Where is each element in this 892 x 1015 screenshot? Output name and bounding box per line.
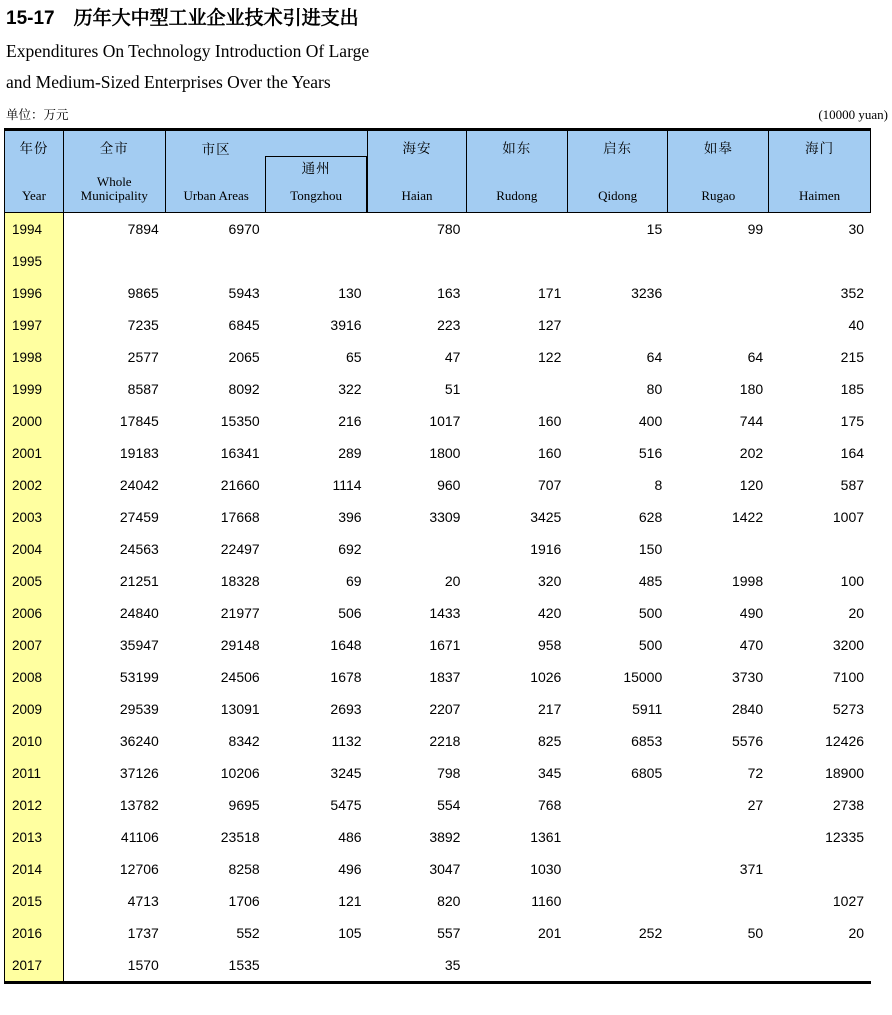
data-cell: 105 <box>338 925 362 941</box>
data-cell: 127 <box>538 317 562 333</box>
data-cell: 35947 <box>119 637 159 653</box>
data-cell: 171 <box>538 285 562 301</box>
data-cell: 29148 <box>220 637 260 653</box>
data-cell: 53199 <box>119 669 159 685</box>
data-cell <box>669 821 770 853</box>
data-cell: 3730 <box>731 669 764 685</box>
data-cell: 10206 <box>220 765 260 781</box>
data-cell: 485 <box>638 573 663 589</box>
year-cell: 2011 <box>5 757 64 789</box>
data-cell: 396 <box>338 509 362 525</box>
data-cell <box>568 853 669 885</box>
data-cell <box>669 245 770 277</box>
data-cell: 51 <box>444 381 461 397</box>
data-cell: 13091 <box>220 701 260 717</box>
column-header-year <box>5 131 64 212</box>
data-cell: 371 <box>739 861 764 877</box>
data-cell: 490 <box>739 605 764 621</box>
data-cell: 820 <box>437 893 461 909</box>
data-cell <box>166 245 267 277</box>
table-row <box>5 405 871 437</box>
year-cell: 2014 <box>5 853 64 885</box>
data-cell: 496 <box>338 861 362 877</box>
data-cell <box>669 533 770 565</box>
data-cell: 15350 <box>220 413 260 429</box>
year-cell: 1999 <box>5 373 64 405</box>
data-cell: 5475 <box>330 797 362 813</box>
data-cell: 2207 <box>429 701 461 717</box>
data-cell: 707 <box>538 477 562 493</box>
table-row <box>5 949 871 981</box>
column-header-rudong <box>467 131 568 212</box>
data-cell: 557 <box>437 925 461 941</box>
data-cell: 20 <box>848 605 865 621</box>
column-header-haian-en: Haian <box>401 188 433 203</box>
data-cell: 160 <box>538 413 562 429</box>
table-row <box>5 565 871 597</box>
data-cell: 24506 <box>220 669 260 685</box>
data-cell: 27459 <box>119 509 159 525</box>
data-cell: 223 <box>437 317 461 333</box>
data-cell <box>267 245 369 277</box>
data-cell: 1030 <box>530 861 562 877</box>
year-cell: 2001 <box>5 437 64 469</box>
data-cell: 692 <box>338 541 362 557</box>
data-cell: 41106 <box>120 829 159 845</box>
table-row <box>5 725 871 757</box>
data-cell: 5911 <box>632 701 663 717</box>
year-cell: 2013 <box>5 821 64 853</box>
data-cell: 163 <box>437 285 461 301</box>
data-cell: 420 <box>538 605 562 621</box>
year-cell: 2017 <box>5 949 64 981</box>
year-cell: 2009 <box>5 693 64 725</box>
data-cell: 768 <box>538 797 562 813</box>
data-cell: 1027 <box>832 893 865 909</box>
data-cell: 5943 <box>228 285 260 301</box>
year-cell: 1995 <box>5 245 64 277</box>
data-cell: 3309 <box>429 509 461 525</box>
data-cell: 21660 <box>220 477 260 493</box>
data-cell: 24042 <box>119 477 159 493</box>
page-title-english-line1: Expenditures On Technology Introduction Of Large <box>6 41 370 61</box>
data-cell: 500 <box>638 637 663 653</box>
table-row <box>5 373 871 405</box>
data-cell: 6970 <box>228 221 260 237</box>
data-cell: 2218 <box>429 733 461 749</box>
data-cell: 18328 <box>220 573 260 589</box>
data-cell: 100 <box>840 573 865 589</box>
data-cell: 1132 <box>331 733 362 749</box>
table-row <box>5 533 871 565</box>
table-row <box>5 789 871 821</box>
data-cell: 3892 <box>429 829 461 845</box>
table-row <box>5 277 871 309</box>
data-cell: 554 <box>437 797 461 813</box>
data-cell: 4713 <box>127 893 159 909</box>
data-cell: 216 <box>338 413 362 429</box>
data-cell: 1671 <box>429 637 461 653</box>
data-cell: 1706 <box>228 893 260 909</box>
table-row <box>5 341 871 373</box>
yearbook-page <box>4 8 888 984</box>
data-cell <box>568 821 669 853</box>
data-cell: 64 <box>646 349 663 365</box>
table-row <box>5 469 871 501</box>
data-cell <box>568 885 669 917</box>
data-cell: 352 <box>840 285 865 301</box>
data-cell: 960 <box>437 477 461 493</box>
column-header-rugao <box>668 131 769 212</box>
data-cell: 9865 <box>127 285 159 301</box>
data-cell: 516 <box>638 445 663 461</box>
data-cell: 289 <box>338 445 362 461</box>
data-cell: 164 <box>840 445 865 461</box>
table-row <box>5 853 871 885</box>
year-cell: 2016 <box>5 917 64 949</box>
column-header-urban-areas-en: Urban Areas <box>183 188 249 203</box>
data-cell: 185 <box>840 381 865 397</box>
year-cell: 2002 <box>5 469 64 501</box>
data-cell: 65 <box>346 349 362 365</box>
year-cell: 1997 <box>5 309 64 341</box>
data-cell <box>568 245 669 277</box>
data-cell <box>568 949 669 981</box>
data-cell <box>467 245 568 277</box>
table-row <box>5 661 871 693</box>
data-cell: 175 <box>840 413 865 429</box>
data-cell: 69 <box>346 573 362 589</box>
data-cell: 23518 <box>220 829 260 845</box>
year-cell: 2007 <box>5 629 64 661</box>
table-row <box>5 629 871 661</box>
year-cell: 2015 <box>5 885 64 917</box>
year-cell: 1998 <box>5 341 64 373</box>
data-cell: 958 <box>538 637 562 653</box>
column-header-qidong-zh: 启东 <box>603 141 633 156</box>
year-cell: 2000 <box>5 405 64 437</box>
data-cell: 6805 <box>631 765 663 781</box>
data-cell <box>267 949 369 981</box>
year-cell: 1996 <box>5 277 64 309</box>
data-cell: 16341 <box>220 445 260 461</box>
data-cell: 1026 <box>530 669 562 685</box>
data-cell: 122 <box>538 349 562 365</box>
data-cell: 3916 <box>330 317 362 333</box>
data-cell: 50 <box>747 925 764 941</box>
data-cell: 24840 <box>119 605 159 621</box>
data-cell: 1916 <box>530 541 562 557</box>
data-cell: 12426 <box>825 733 865 749</box>
data-cell: 13782 <box>119 797 159 813</box>
data-cell: 744 <box>739 413 764 429</box>
data-cell: 30 <box>848 221 865 237</box>
data-cell: 12706 <box>119 861 159 877</box>
table-row <box>5 917 871 949</box>
data-cell: 552 <box>236 925 260 941</box>
data-cell: 1570 <box>127 957 159 973</box>
data-cell: 201 <box>538 925 562 941</box>
year-cell: 1994 <box>5 213 64 245</box>
data-cell: 36240 <box>119 733 159 749</box>
data-cell: 2738 <box>832 797 865 813</box>
column-header-rugao-en: Rugao <box>701 188 736 203</box>
data-cell: 8258 <box>228 861 260 877</box>
data-cell <box>669 309 770 341</box>
year-cell: 2004 <box>5 533 64 565</box>
data-cell: 780 <box>437 221 461 237</box>
data-cell: 37126 <box>119 765 159 781</box>
data-cell: 252 <box>638 925 663 941</box>
data-cell: 9695 <box>228 797 260 813</box>
data-cell: 1433 <box>429 605 461 621</box>
column-header-tongzhou-en: Tongzhou <box>290 188 343 203</box>
statistics-table <box>4 128 871 984</box>
data-cell: 215 <box>840 349 865 365</box>
column-header-whole-municipality <box>64 131 166 212</box>
data-cell <box>669 277 770 309</box>
column-header-tongzhou <box>265 156 367 212</box>
data-cell: 130 <box>338 285 362 301</box>
column-header-year-zh: 年份 <box>19 141 49 156</box>
table-row <box>5 693 871 725</box>
data-cell <box>467 213 568 245</box>
data-cell: 500 <box>638 605 663 621</box>
data-cell <box>770 533 871 565</box>
data-cell: 20 <box>848 925 865 941</box>
data-cell: 628 <box>638 509 663 525</box>
data-cell: 6845 <box>228 317 260 333</box>
data-cell: 35 <box>444 957 461 973</box>
data-cell <box>369 533 468 565</box>
data-cell: 3425 <box>530 509 562 525</box>
data-cell: 160 <box>538 445 562 461</box>
table-row <box>5 885 871 917</box>
page-title-english-line2: and Medium-Sized Enterprises Over the Years <box>6 72 331 92</box>
page-title: 15-17 历年大中型工业企业技术引进支出 <box>6 8 359 29</box>
table-row <box>5 437 871 469</box>
data-cell <box>467 373 568 405</box>
data-cell: 17845 <box>119 413 159 429</box>
data-cell: 15000 <box>623 669 663 685</box>
data-cell: 7100 <box>832 669 865 685</box>
data-cell: 1361 <box>530 829 562 845</box>
data-cell <box>770 245 871 277</box>
unit-label-english: (10000 yuan) <box>818 107 888 122</box>
column-header-whole-municipality-en: Whole Municipality <box>80 174 148 203</box>
data-cell <box>64 245 166 277</box>
table-body <box>4 213 871 984</box>
year-cell: 2003 <box>5 501 64 533</box>
data-cell: 120 <box>739 477 764 493</box>
data-cell: 40 <box>848 317 865 333</box>
data-cell: 99 <box>747 221 764 237</box>
data-cell: 486 <box>338 829 362 845</box>
data-cell: 322 <box>338 381 362 397</box>
data-cell: 1998 <box>731 573 764 589</box>
data-cell: 7235 <box>127 317 159 333</box>
data-cell: 3200 <box>832 637 865 653</box>
data-cell: 15 <box>646 221 663 237</box>
column-header-rudong-en: Rudong <box>496 188 538 203</box>
data-cell: 20 <box>444 573 461 589</box>
data-cell: 1422 <box>731 509 764 525</box>
data-cell: 19183 <box>119 445 159 461</box>
data-cell: 18900 <box>825 765 865 781</box>
data-cell: 2577 <box>127 349 159 365</box>
data-cell: 2065 <box>228 349 260 365</box>
data-cell: 24563 <box>119 541 159 557</box>
data-cell: 2693 <box>330 701 362 717</box>
data-cell: 12335 <box>825 829 865 845</box>
data-cell <box>267 213 369 245</box>
data-cell: 7894 <box>127 221 159 237</box>
year-cell: 2006 <box>5 597 64 629</box>
column-header-rugao-zh: 如皋 <box>703 141 733 156</box>
data-cell: 27 <box>747 797 764 813</box>
data-cell: 22497 <box>220 541 260 557</box>
data-cell: 1737 <box>127 925 159 941</box>
data-cell: 5273 <box>832 701 865 717</box>
data-cell <box>770 949 871 981</box>
data-cell: 345 <box>538 765 562 781</box>
data-cell <box>467 949 568 981</box>
data-cell: 180 <box>739 381 764 397</box>
data-cell: 72 <box>747 765 764 781</box>
column-header-haimen-zh: 海门 <box>805 141 835 156</box>
data-cell: 1648 <box>330 637 362 653</box>
year-cell: 2012 <box>5 789 64 821</box>
data-cell: 217 <box>538 701 562 717</box>
table-row <box>5 821 871 853</box>
column-header-qidong-en: Qidong <box>598 188 638 203</box>
data-cell: 150 <box>638 541 663 557</box>
data-cell: 64 <box>747 349 764 365</box>
data-cell: 121 <box>338 893 362 909</box>
data-cell: 3047 <box>429 861 461 877</box>
data-cell <box>770 853 871 885</box>
table-row <box>5 757 871 789</box>
column-header-rudong-zh: 如东 <box>502 141 532 156</box>
data-cell: 21977 <box>220 605 260 621</box>
column-header-tongzhou-zh: 通州 <box>301 161 331 176</box>
data-cell: 1678 <box>330 669 362 685</box>
data-cell: 1837 <box>429 669 461 685</box>
data-cell: 825 <box>538 733 562 749</box>
data-cell: 3245 <box>330 765 362 781</box>
data-cell: 202 <box>739 445 764 461</box>
column-header-haimen-en: Haimen <box>799 188 841 203</box>
data-cell: 1160 <box>531 893 562 909</box>
unit-label-chinese: 单位：万元 <box>6 108 69 122</box>
table-row <box>5 245 871 277</box>
data-cell: 1800 <box>429 445 461 461</box>
year-cell: 2010 <box>5 725 64 757</box>
column-header-haimen <box>769 131 870 212</box>
data-cell: 400 <box>638 413 663 429</box>
column-header-qidong <box>568 131 669 212</box>
data-cell <box>568 789 669 821</box>
column-header-haian-zh: 海安 <box>402 141 432 156</box>
data-cell <box>669 885 770 917</box>
data-cell <box>369 245 468 277</box>
column-header-whole-municipality-zh: 全市 <box>99 141 129 156</box>
column-header-year-en: Year <box>21 188 46 203</box>
data-cell: 320 <box>538 573 562 589</box>
data-cell: 8092 <box>228 381 260 397</box>
data-cell: 1535 <box>228 957 260 973</box>
data-cell: 47 <box>444 349 461 365</box>
data-cell <box>568 309 669 341</box>
column-header-haian <box>368 131 467 212</box>
data-cell: 3236 <box>631 285 663 301</box>
data-cell <box>669 949 770 981</box>
data-cell: 798 <box>437 765 461 781</box>
data-cell: 1114 <box>332 477 362 493</box>
data-cell: 8587 <box>127 381 159 397</box>
column-header-urban-areas-zh: 市区 <box>201 142 231 157</box>
data-cell: 506 <box>338 605 362 621</box>
data-cell: 470 <box>739 637 764 653</box>
table-row <box>5 213 871 245</box>
table-row <box>5 501 871 533</box>
data-cell: 80 <box>646 381 663 397</box>
data-cell: 2840 <box>731 701 764 717</box>
column-header-urban-areas <box>166 131 369 212</box>
year-cell: 2005 <box>5 565 64 597</box>
data-cell: 17668 <box>220 509 260 525</box>
table-row <box>5 309 871 341</box>
data-cell: 8342 <box>228 733 260 749</box>
unit-row <box>6 105 888 123</box>
data-cell: 29539 <box>119 701 159 717</box>
data-cell: 5576 <box>731 733 764 749</box>
table-header-row <box>4 128 871 213</box>
data-cell: 6853 <box>631 733 663 749</box>
table-row <box>5 597 871 629</box>
data-cell: 21251 <box>119 573 159 589</box>
data-cell: 1017 <box>429 413 461 429</box>
data-cell: 587 <box>840 477 865 493</box>
data-cell: 1007 <box>832 509 865 525</box>
year-cell: 2008 <box>5 661 64 693</box>
data-cell: 8 <box>654 477 663 493</box>
